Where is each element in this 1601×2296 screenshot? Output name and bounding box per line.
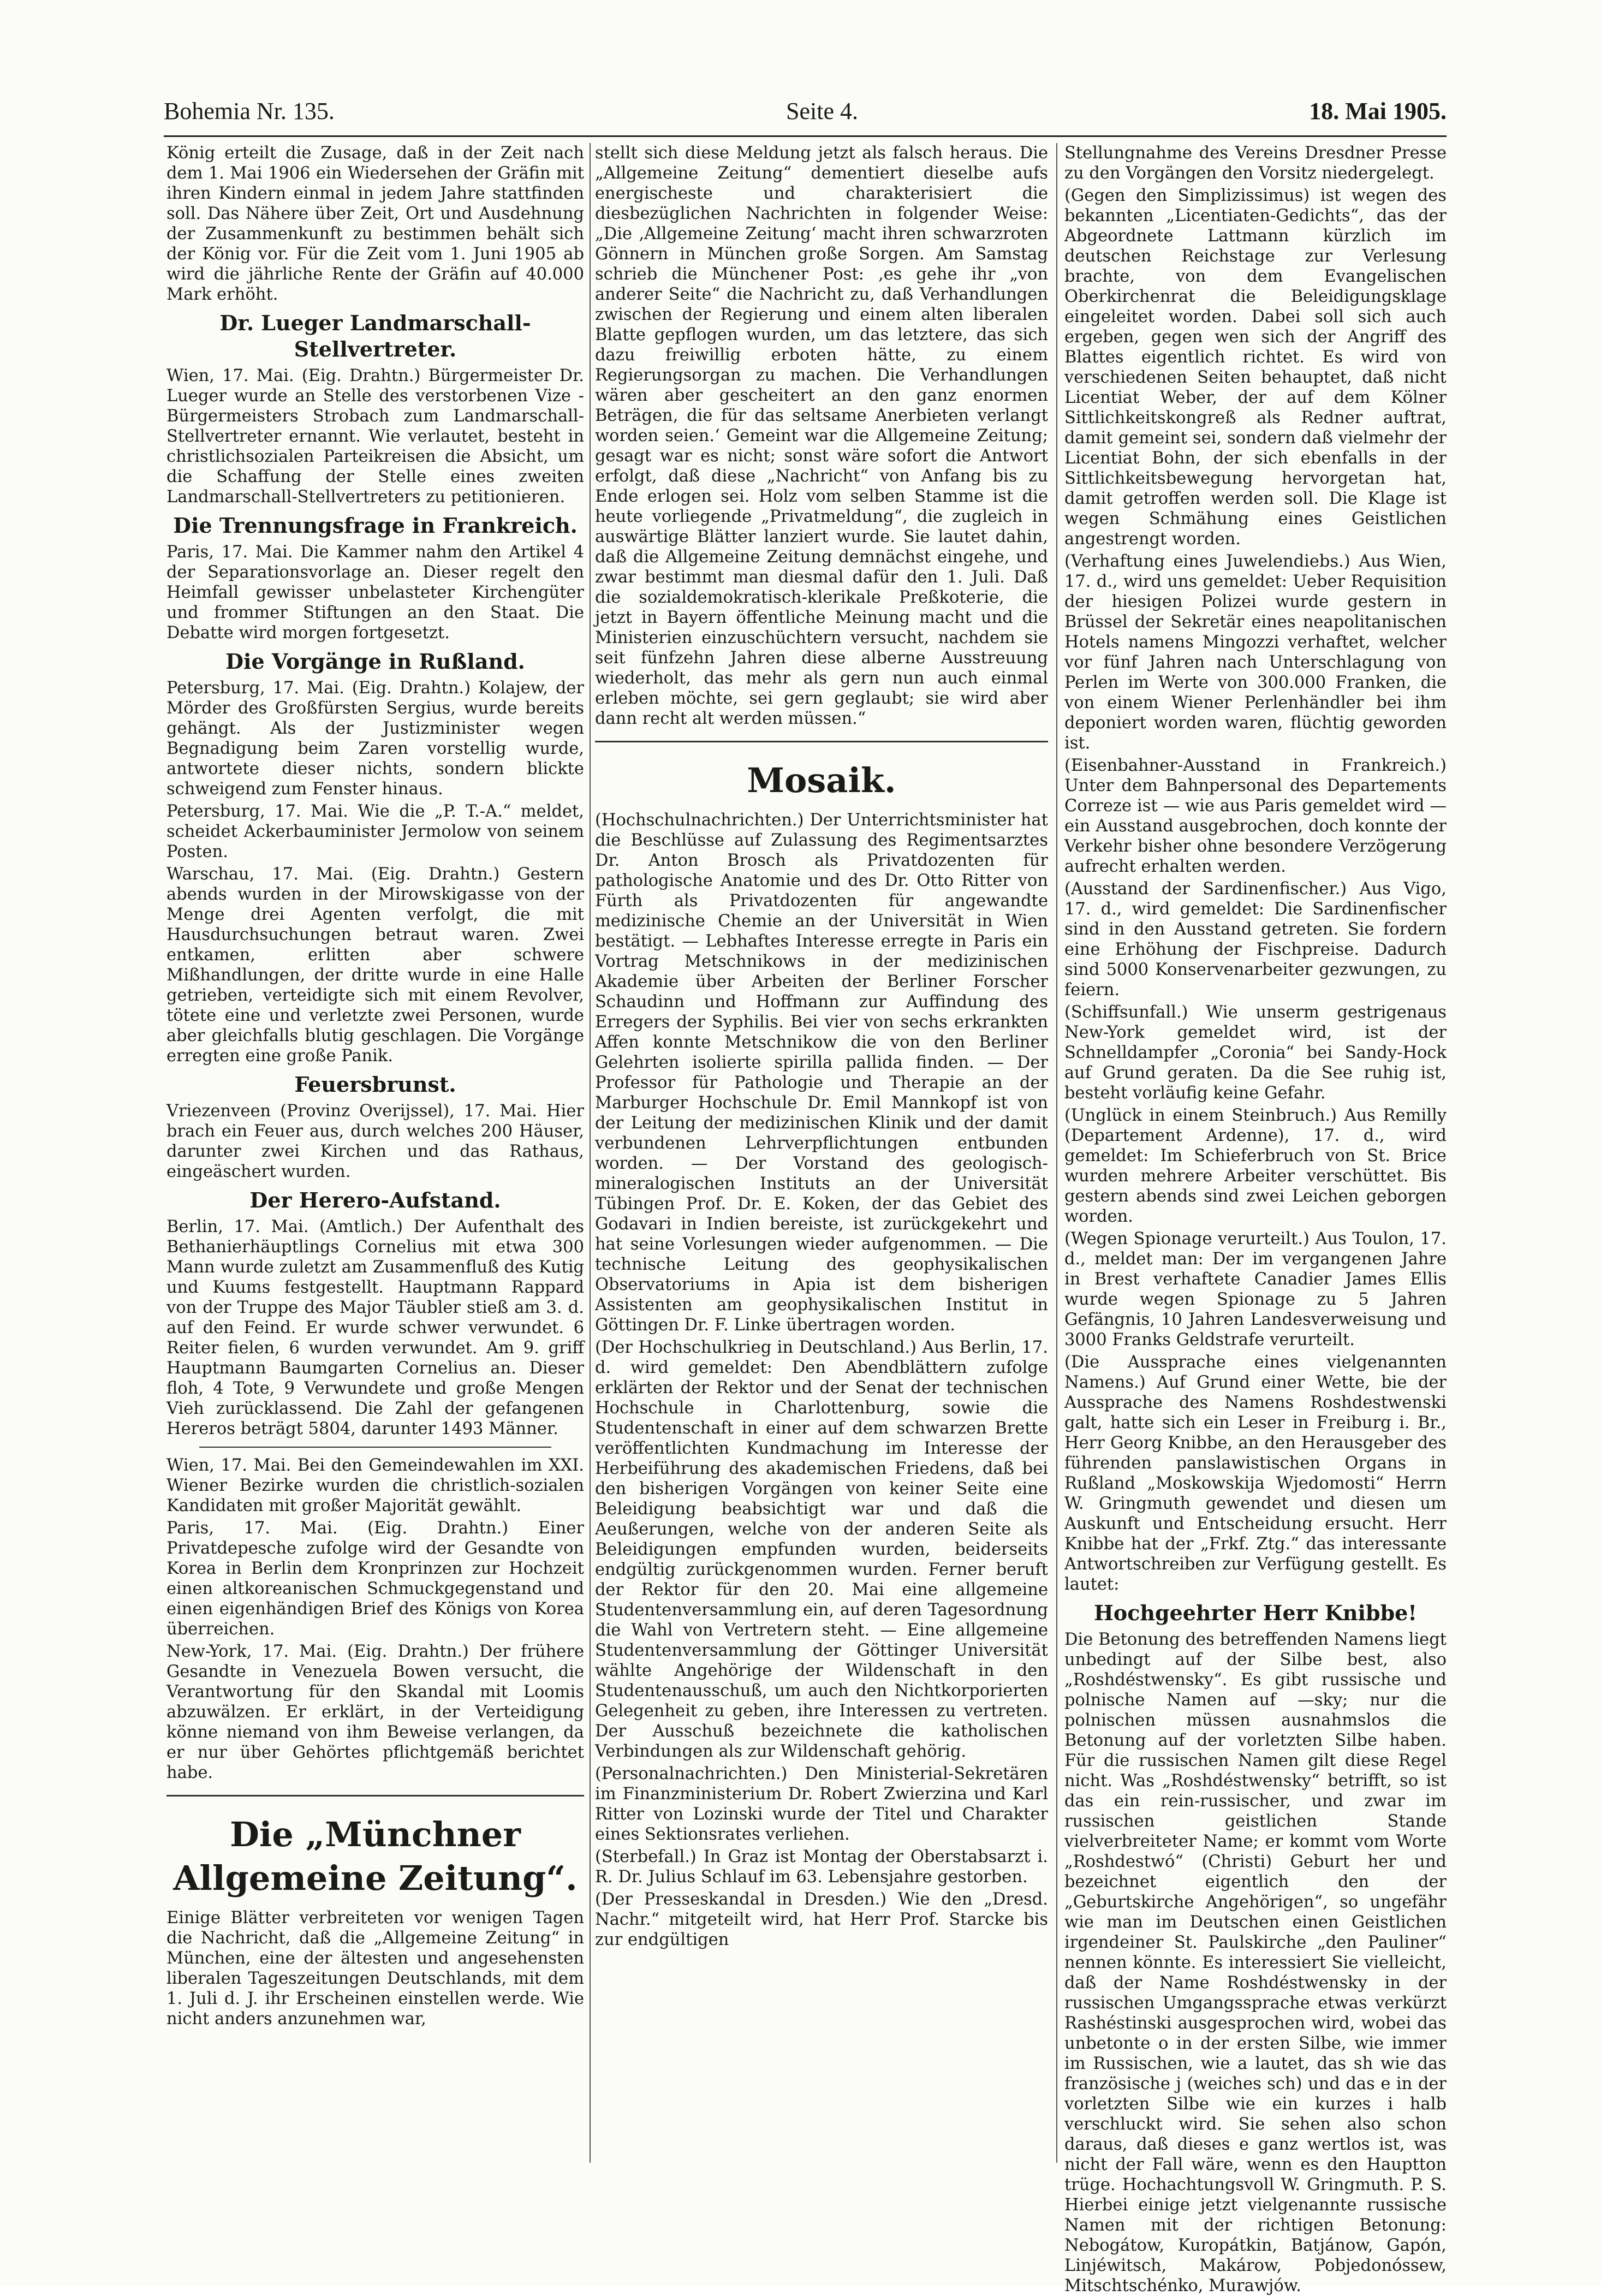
article-text: (Die Aussprache eines vielgenannten Namens.) Auf Grund einer Wette, bie der Aussprache des Namens Roshdestwenski galt, hatte sich ein Leser in Freiburg i. Br., Herr Georg Knibbe, an den Herausgeber des führenden panslawistischen Organs in Rußland „Moskowskija Wjedomosti“ Herrn W. Gringmuth gewendet und diesen um Auskunft und Entscheidung ersucht. Herr Knibbe hat der „Frkf. Ztg.“ das interessante Antwortschreiben zur Verfügung gestellt. Es lautet: — [1064, 1353, 1447, 1594]
article-heading: Feuersbrunst. — [294, 1072, 456, 1097]
section-heading-mosaik: Mosaik. — [747, 760, 896, 800]
article-text: Einige Blätter verbreiteten vor wenigen Tagen die Nachricht, daß die „Allgemeine Zeitung“ in München, eine der ältesten und angesehensten liberalen Tageszeitungen Deutschlands, mit dem 1. Juli d. J. ihr Erscheinen einstellen werde. Wie nicht anders anzunehmen war, — [166, 1908, 584, 2029]
column-divider — [1056, 143, 1057, 2163]
article-text: Paris, 17. Mai. Die Kammer nahm den Artikel 4 der Separationsvorlage an. Dieser regelt den Heimfall gewisser unbelasteter Kirchengüter und frommer Stiftungen an den Staat. Die Debatte wird morgen fortgesetzt. — [166, 543, 584, 643]
article-text: Wien, 17. Mai. (Eig. Drahtn.) Bürgermeister Dr. Lueger wurde an Stelle des verstorbenen Vize - Bürgermeisters Strobach zum Landmarschall-Stellvertreter ernannt. Wie verlautet, besteht in christlichsozialen Parteikreisen die Absicht, um die Schaffung der Stelle eines zweiten Landmarschall-Stellvertreters zu petitionieren. — [166, 366, 584, 507]
header-date: 18. Mai 1905. — [1309, 98, 1447, 124]
article-text: Warschau, 17. Mai. (Eig. Drahtn.) Gestern abends wurden in der Mirowskigasse von der Menge drei Agenten verfolgt, die mit Hausdurchsuchungen betraut waren. Zwei entkamen, erlitten aber schwere Mißhandlungen, der dritte wurde in eine Halle getrieben, verteidigte sich mit einem Revolver, tötete eine und verletzte zwei Personen, wurde aber gleichfalls blutig geschlagen. Die Vorgänge erregten eine große Panik. — [166, 865, 584, 1066]
article-text: (Schiffsunfall.) Wie unserm gestrigenaus New-York gemeldet wird, ist der Schnelldampfer „Coronia“ bei Sandy-Hock auf Grund geraten. Da die See ruhig ist, besteht vorläufig keine Gefahr. — [1064, 1003, 1447, 1103]
article-text: (Verhaftung eines Juwelendiebs.) Aus Wien, 17. d., wird uns gemeldet: Ueber Requisition der hiesigen Polizei wurde gestern in Brüssel der Sekretär eines neapolitanischen Hotels namens Mingozzi verhaftet, welcher vor fünf Jahren nach Unterschlagung von Perlen im Werte von 300.000 Franken, die von einem Wiener Perlenhändler bei ihm deponiert worden waren, flüchtig geworden ist. — [1064, 552, 1447, 753]
header-rule — [164, 135, 1447, 137]
header-publication: Bohemia Nr. 135. — [164, 98, 335, 124]
article-text: Die Betonung des betreffenden Namens liegt unbedingt auf der Silbe best, also „Roshdéstwensky“. Es gibt russische und polnische Namen auf —sky; nur die polnischen müssen ausnahmslos die Betonung auf der vorletzten Silbe haben. Für die russischen Namen gilt diese Regel nicht. Was „Roshdéstwensky“ betrifft, so ist das ein rein-russischer, und zwar im russischen geistlichen Stande vielverbreiteter Name; er kommt vom Worte „Roshdestwó“ (Christi) Geburt her und bezeichnet eigentlich den der „Geburtskirche Angehörigen“, so ungefähr wie man im Deutschen einen Geistlichen irgendeiner St. Paulskirche „den Pauliner“ nennen könnte. Es interessiert Sie vielleicht, daß der Name Roshdéstwensky in der russischen Umgangssprache etwas verkürzt Rashéstinski ausgesprochen wird, wobei das unbetonte o in der ersten Silbe, wie immer im Russischen, wie a lautet, das sh wie das französische j (weiches sch) und das e in der vorletzten Silbe wie ein kurzes i halb verschluckt wird. Sie sehen also schon daraus, daß dieses e ganz wertlos ist, was nicht der Fall wäre, wenn es den Hauptton trüge. Hochachtungsvoll W. Gringmuth. P. S. Hierbei einige jetzt vielgenannte russische Namen mit der richtigen Betonung: Nebogátow, Kuropátkin, Batjánow, Gapón, Linjéwitsch, Makárow, Pobjedonóssew, Mitschtschénko, Murawjów. — [1064, 1630, 1447, 2295]
article-heading: Die Vorgänge in Rußland. — [225, 649, 525, 674]
article-text: Petersburg, 17. Mai. (Eig. Drahtn.) Kolajew, der Mörder des Großfürsten Sergius, wurde bereits gehängt. Als der Justizminister wegen Begnadigung beim Zaren vorstellig wurde, antwortete dieser nichts, sondern blickte schweigend zum Fenster hinaus. — [166, 679, 584, 799]
article-text: (Personalnachrichten.) Den Ministerial-Sekretären im Finanzministerium Dr. Robert Zwierzina und Karl Ritter von Lozinski wurde der Titel und Charakter eines Sektionsrates verliehen. — [595, 1764, 1048, 1844]
article-text: (Wegen Spionage verurteilt.) Aus Toulon, 17. d., meldet man: Der im vergangenen Jahre in Brest verhaftete Canadier James Ellis wurde wegen Spionage zu 5 Jahren Gefängnis, 10 Jahren Landesverweisung und 3000 Franks Geldstrafe verurteilt. — [1064, 1229, 1447, 1349]
article-text: König erteilt die Zusage, daß in der Zeit nach dem 1. Mai 1906 ein Wiedersehen der Gräfin mit ihren Kindern einmal in jedem Jahre stattfinden soll. Das Nähere über Zeit, Ort und Ausdehnung der Zusammenkunft zu bestimmen behält sich der König vor. Für die Zeit vom 1. Juni 1905 ab wird die jährliche Rente der Gräfin auf 40.000 Mark erhöht. — [166, 144, 584, 304]
article-heading: Der Herero-Aufstand. — [249, 1188, 501, 1212]
article-text: Paris, 17. Mai. (Eig. Drahtn.) Einer Privatdepesche zufolge wird der Gesandte von Korea in Berlin dem Kronprinzen zur Hochzeit einen altkoreanischen Schmuckgegenstand und einen eigenhändigen Brief des Königs von Korea überreichen. — [166, 1519, 584, 1639]
section-separator — [166, 1795, 584, 1797]
feature-heading: Die „Münchner Allgemeine Zeitung“. — [173, 1815, 578, 1898]
article-heading: Die Trennungsfrage in Frankreich. — [173, 513, 578, 538]
article-text: (Der Presseskandal in Dresden.) Wie den „Dresd. Nachr.“ mitgeteilt wird, hat Herr Prof. Starcke bis zur endgültigen — [595, 1890, 1048, 1949]
column-left — [166, 143, 584, 2174]
article-text: Petersburg, 17. Mai. Wie die „P. T.-A.“ meldet, scheidet Ackerbauminister Jermolow von seinem Posten. — [166, 802, 584, 861]
column-right — [1064, 143, 1447, 2295]
article-text: Wien, 17. Mai. Bei den Gemeindewahlen im XXI. Wiener Bezirke wurden die christlich-sozialen Kandidaten mit großer Majorität gewählt. — [166, 1456, 584, 1515]
article-text: (Ausstand der Sardinenfischer.) Aus Vigo, 17. d., wird gemeldet: Die Sardinenfischer sind in den Ausstand getreten. Sie fordern eine Erhöhung der Fischpreise. Dadurch sind 5000 Konservenarbeiter gezwungen, zu feiern. — [1064, 879, 1447, 1000]
header-page-number: Seite 4. — [786, 98, 858, 124]
column-middle — [595, 143, 1048, 2174]
article-heading: Dr. Lueger Landmarschall-Stellvertreter. — [219, 311, 531, 361]
letter-salutation: Hochgeehrter Herr Knibbe! — [1093, 1601, 1417, 1625]
article-text: (Sterbefall.) In Graz ist Montag der Oberstabsarzt i. R. Dr. Julius Schlauf im 63. Lebensjahre gestorben. — [595, 1847, 1048, 1887]
article-text: (Eisenbahner-Ausstand in Frankreich.) Unter dem Bahnpersonal des Departements Correze ist — wie aus Paris gemeldet wird — ein Ausstand ausgebrochen, doch konnte der Verkehr bisher ohne besondere Verzögerung aufrecht erhalten werden. — [1064, 756, 1447, 876]
section-separator — [595, 741, 1048, 742]
article-text: (Unglück in einem Steinbruch.) Aus Remilly (Departement Ardenne), 17. d., wird gemeldet: Im Schieferbruch von St. Brice wurden mehrere Arbeiter verschüttet. Bis gestern abends sind zwei Leichen geborgen worden. — [1064, 1106, 1447, 1226]
article-text: Stellungnahme des Vereins Dresdner Presse zu den Vorgängen den Vorsitz niedergelegt. — [1064, 144, 1447, 183]
article-text: Vriezenveen (Provinz Overijssel), 17. Mai. Hier brach ein Feuer aus, durch welches 200 Häuser, darunter zwei Kirchen und das Rathaus, eingeäschert wurden. — [166, 1102, 584, 1181]
article-text: (Der Hochschulkrieg in Deutschland.) Aus Berlin, 17. d. wird gemeldet: Den Abendblättern zufolge erklärten der Rektor und der Senat der technischen Hochschule in Charlottenburg, sowie die Studentenschaft in einer auf dem schwarzen Brette veröffentlichten Kundmachung im Interesse der Herbeiführung des akademischen Friedens, daß bei den bisherigen Vorgängen von keiner Seite eine Beleidigung beabsichtigt war und daß die Aeußerungen, welche von der anderen Seite als Beleidigungen empfunden wurden, beiderseits endgültig zurückgenommen wurden. Ferner beruft der Rektor für den 20. Mai eine allgemeine Studentenversammlung ein, auf deren Tagesordnung die Wahl von Vertretern steht. — Eine allgemeine Studentenversammlung der Göttinger Universität wählte Angehörige der Wildenschaft in den Studentenausschuß, um auch den Nichtkorporierten Gelegenheit zu geben, ihre Interessen zu vertreten. Der Ausschuß bezeichnete die katholischen Verbindungen als zur Wildenschaft gehörig. — [595, 1338, 1048, 1761]
article-text: New-York, 17. Mai. (Eig. Drahtn.) Der frühere Gesandte in Venezuela Bowen versucht, die Verantwortung für den Skandal mit Loomis abzuwälzen. Er erklärt, in der Verteidigung könne niemand von ihm Beweise verlangen, da er nur über Gehörtes pflichtgemäß berichtet habe. — [166, 1642, 584, 1782]
article-text: Berlin, 17. Mai. (Amtlich.) Der Aufenthalt des Bethanierhäuptlings Cornelius mit etwa 300 Mann wurde zuletzt am Zusammenfluß des Kutig und Kuums festgestellt. Hauptmann Rappard von der Truppe des Major Täubler stieß am 3. d. auf den Feind. Er wurde schwer verwundet. 6 Reiter fielen, 6 wurden verwundet. Am 9. griff Hauptmann Baumgarten Cornelius an. Dieser floh, 4 Tote, 9 Verwundete und große Mengen Vieh zurücklassend. Die Zahl der gefangenen Hereros beträgt 5804, darunter 1493 Männer. — [166, 1217, 584, 1438]
column-divider — [590, 143, 591, 2163]
section-separator — [199, 1447, 551, 1448]
article-text: (Gegen den Simplizissimus) ist wegen des bekannten „Licentiaten-Gedichts“, das der Abgeordnete Lattmann kürzlich im deutschen Reichstage zur Verlesung brachte, von dem Evangelischen Oberkirchenrat die Beleidigungsklage eingeleitet worden. Dabei soll sich auch ergeben, gegen wen sich der Angriff des Blattes eigentlich richtet. Es wird von verschiedenen Seiten behauptet, daß nicht Licentiat Weber, der auf dem Kölner Sittlichkeitskongreß als Redner auftrat, damit gemeint sei, sondern daß vielmehr der Licentiat Bohn, der sich ebenfalls in der Sittlichkeitsbewegung hervorgetan hat, damit getroffen werden soll. Die Klage ist wegen Schmähung eines Geistlichen angestrengt worden. — [1064, 186, 1447, 549]
page-header — [164, 97, 1447, 135]
article-text: (Hochschulnachrichten.) Der Unterrichtsminister hat die Beschlüsse auf Zulassung des Regimentsarztes Dr. Anton Brosch als Privatdozenten für pathologische Anatomie und des Dr. Otto Ritter von Fürth als Privatdozenten für angewandte medizinische Chemie an der Universität in Wien bestätigt. — Lebhaftes Interesse erregte in Paris ein Vortrag Metschnikows in der medizinischen Akademie über Arbeiten der Berliner Forscher Schaudinn und Hoffmann zur Auffindung des Erregers der Syphilis. Bei vier von sechs erkrankten Affen konnte Metschnikow die von den Berliner Gelehrten isolierte spirilla pallida finden. — Der Professor für Pathologie und Therapie an der Marburger Hochschule Dr. Emil Mannkopf ist von der Leitung der medizinischen Klinik und der damit verbundenen Lehrverpflichtungen entbunden worden. — Der Vorstand des geologisch-mineralogischen Instituts an der Universität Tübingen Prof. Dr. E. Koken, der das Gebiet des Godavari in Indien bereiste, ist zurückgekehrt und hat seine Vorlesungen wieder aufgenommen. — Die technische Leitung des geophysikalischen Observatoriums in Apia ist dem bisherigen Assistenten am geophysikalischen Institut in Göttingen Dr. F. Linke übertragen worden. — [595, 811, 1048, 1335]
article-text: stellt sich diese Meldung jetzt als falsch heraus. Die „Allgemeine Zeitung“ dementiert dieselbe aufs energischeste und charakterisiert die diesbezüglichen Nachrichten in folgender Weise: „Die ‚Allgemeine Zeitung‘ macht ihren schwarzroten Gönnern in München große Sorgen. Am Samstag schrieb die Münchener Post: ‚es gehe ihr „von anderer Seite“ die Nachricht zu, daß Verhandlungen zwischen der Regierung und einem alten liberalen Blatte gepflogen wurden, um das letztere, das sich dazu freiwillig erboten hätte, zu einem Regierungsorgan zu machen. Die Verhandlungen wären aber gescheitert an den ganz enormen Beträgen, die für das seltsame Anerbieten verlangt worden seien.‘ Gemeint war die Allgemeine Zeitung; gesagt war es nicht; sonst wäre sofort die Antwort erfolgt, daß diese „Nachricht“ von Anfang bis zu Ende erlogen sei. Holz vom selben Stamme ist die heute vorliegende „Privatmeldung“, die zugleich in auswärtige Blätter lanziert wurde. Sie lautet dahin, daß die Allgemeine Zeitung demnächst eingehe, und zwar bestimmt man diesmal dafür den 1. Juli. Daß die sozialdemokratisch-klerikale Preßkoterie, die jetzt in Bayern öffentliche Meinung macht und die Ministerien einzuschüchtern versucht, nachdem sie seit fünfzehn Jahren diese alberne Ausstreuung wiederholt, das mehr als gern nun auch einmal erleben möchte, sei gern geglaubt; sie wird aber dann recht alt werden müssen.“ — [595, 144, 1048, 728]
